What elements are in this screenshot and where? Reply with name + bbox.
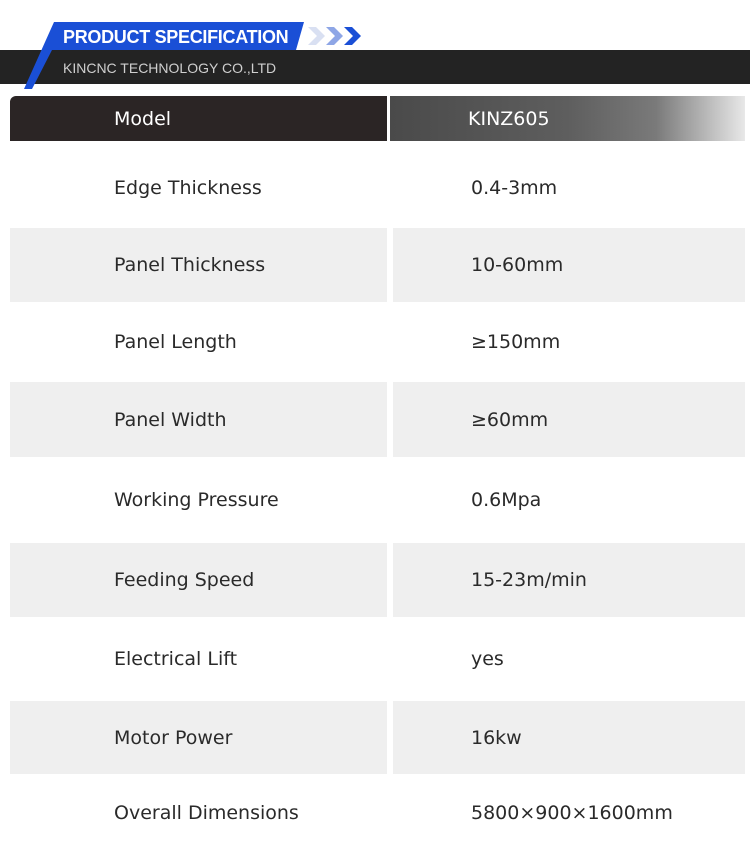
spec-label: Panel Thickness [10,228,387,302]
header-label: Model [10,96,387,141]
table-header-row [10,96,745,141]
table-row [10,617,745,701]
spec-value: 16kw [393,701,745,774]
spec-value: ≥150mm [393,302,745,382]
spec-value: ≥60mm [393,382,745,457]
spec-label: Electrical Lift [10,617,387,701]
spec-table [10,96,745,852]
header-value: KINZ605 [390,96,745,141]
triple-chevron-right-icon [308,25,368,47]
table-row [10,148,745,228]
table-row [10,701,745,774]
table-row [10,302,745,382]
spec-label: Panel Length [10,302,387,382]
spec-value: 0.6Mpa [393,457,745,543]
spec-value: 10-60mm [393,228,745,302]
table-row [10,774,745,852]
spec-label: Working Pressure [10,457,387,543]
spec-value: yes [393,617,745,701]
spec-label: Panel Width [10,382,387,457]
spec-value: 5800×900×1600mm [393,774,745,852]
table-row [10,457,745,543]
spec-value: 15-23m/min [393,543,745,617]
spec-label: Edge Thickness [10,148,387,228]
spec-value: 0.4-3mm [393,148,745,228]
company-name: KINCNC TECHNOLOGY CO.,LTD [63,60,277,76]
table-row [10,543,745,617]
spec-label: Feeding Speed [10,543,387,617]
page-title: PRODUCT SPECIFICATION [63,27,289,47]
spec-label: Overall Dimensions [10,774,387,852]
header-banner [0,0,750,95]
spec-label: Motor Power [10,701,387,774]
table-row [10,228,745,302]
table-row [10,382,745,457]
